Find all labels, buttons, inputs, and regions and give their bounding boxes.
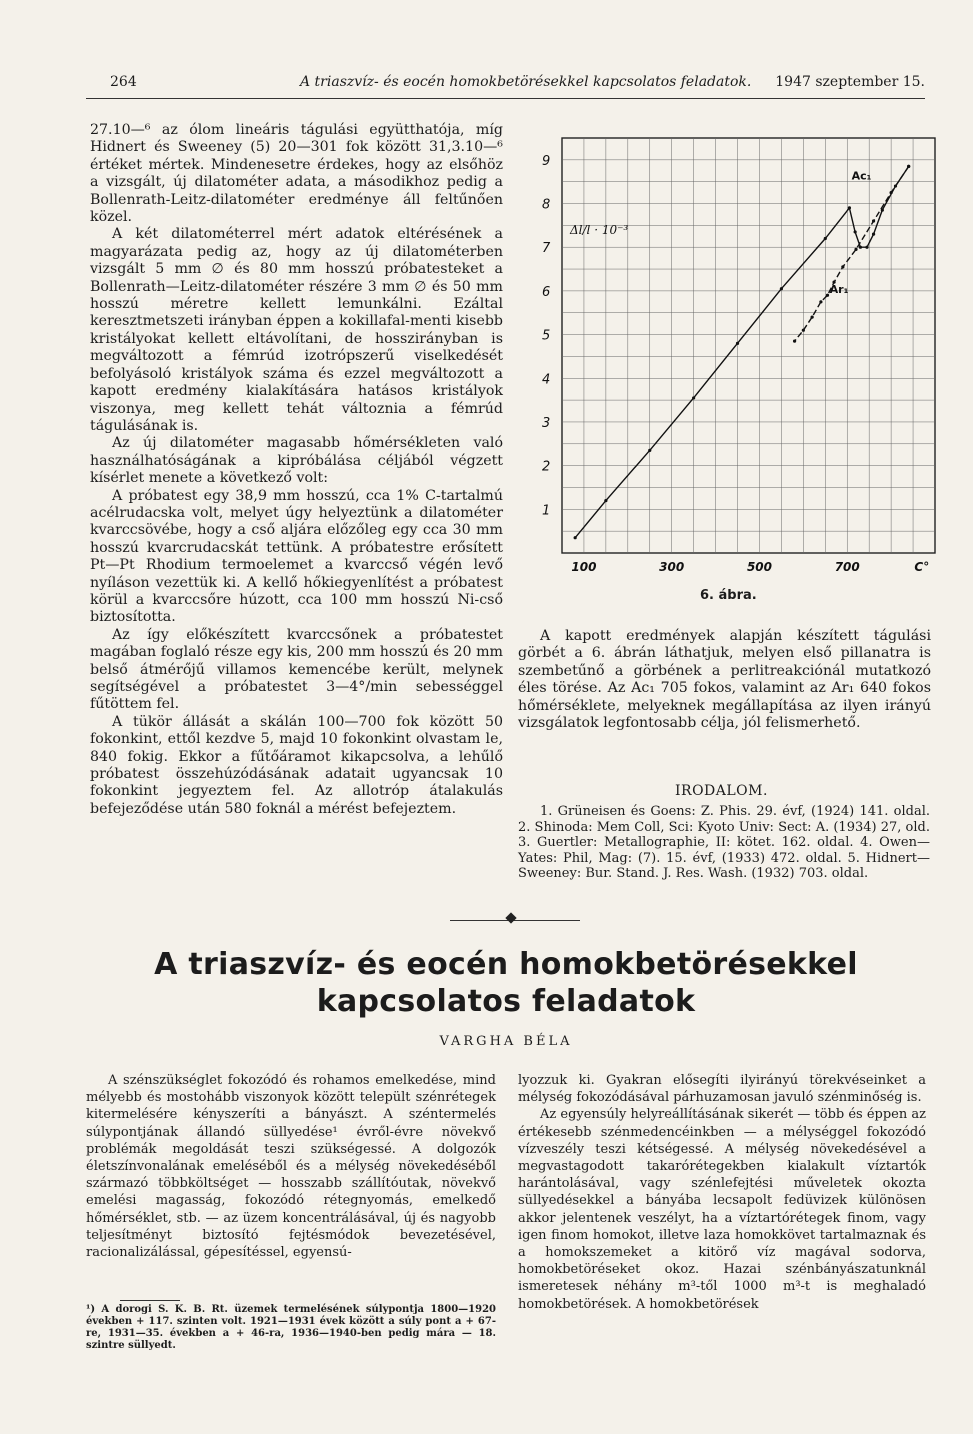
y-tick-label: 6: [542, 284, 551, 300]
article-author: VARGHA BÉLA: [439, 1034, 573, 1049]
data-point: [872, 233, 875, 236]
y-tick-label: 9: [542, 153, 551, 169]
data-point: [802, 329, 805, 332]
data-point: [859, 246, 862, 249]
y-tick-label: 1: [542, 503, 551, 519]
data-point: [841, 265, 844, 268]
data-point: [890, 191, 893, 194]
data-point: [826, 294, 829, 297]
issue-date: 1947 szeptember 15.: [775, 74, 925, 90]
x-axis-label: C°: [914, 560, 930, 574]
running-title: A triaszvíz- és eocén homokbetörésekkel kapcsolatos feladatok.: [300, 74, 752, 90]
data-point: [780, 287, 783, 290]
section-divider: [450, 920, 580, 921]
data-point: [736, 342, 739, 345]
paragraph: A tükör állását a skálán 100—700 fok között 50 fokonkint, ettől kezdve 5, majd 10 fokonkint olvastam le, 840 fokig. Ekkor a fűtőáramot kikapcsolva, a lehűlő próbatest összehúzódásának adatait ugyancsak 10 fokonkint jegyeztem fel. Az allotróp átalakulás befejeződése után 580 foknál a mérést befejeztem.: [90, 713, 503, 817]
footnote-rule: [120, 1300, 180, 1301]
footnote: [86, 1304, 496, 1352]
plot-frame: [562, 138, 935, 553]
annotation-ac1: Ac₁: [851, 169, 872, 183]
footnote-text: ¹) A dorogi S. K. B. Rt. üzemek termelésének súlypontja 1800—1920 években + 117. szinten volt. 1921—1931 évek között a súly pont a + 67-re, 1931—35. években a + 46-ra, 1936—1940-ben pedig mára — 18. szintre süllyedt.: [86, 1304, 496, 1351]
page-header: [110, 74, 925, 98]
data-point: [865, 246, 868, 249]
x-tick-label: 500: [746, 560, 773, 574]
data-point: [574, 536, 577, 539]
paragraph: A kapott eredmények alapján készített tágulási görbét a 6. ábrán láthatjuk, melyen első pillanatra is szembetűnő a görbének a perlitreakciónál mutatkozó éles törése. Az Ac₁ 705 fokos, valamint az Ar₁ 640 fokos hőmérséklete, melyeknek megállapítása az ilyen irányú vizsgálatok legfontosabb célja, jól felismerhető.: [518, 628, 931, 732]
y-tick-label: 8: [542, 197, 551, 213]
heating-curve: [575, 166, 909, 537]
article-left-column: [86, 1072, 496, 1261]
divider-ornament: [505, 912, 516, 923]
data-point: [604, 499, 607, 502]
data-point: [824, 237, 827, 240]
data-point: [854, 248, 857, 251]
data-point: [793, 340, 796, 343]
x-tick-label: 300: [659, 560, 685, 574]
page-number: 264: [110, 74, 137, 90]
annotation-ar1: Ar₁: [829, 283, 849, 297]
references-text: 1. Grüneisen és Goens: Z. Phis. 29. évf, (1924) 141. oldal. 2. Shinoda: Mem Coll, Sci: Kyoto Univ: Sect: A. (1934) 27, old. 3. Guertler: Metallographie, II: kötet. 162. oldal. 4. Owen—Yates: Phil, Mag: (7). 15. évf, (1933) 472. oldal. 5. Hidnert—Sweeney: Bur. Stand. J. Res. Wash. (1932) 703. oldal.: [518, 804, 930, 881]
data-point: [648, 449, 651, 452]
data-point: [692, 396, 695, 399]
paragraph: A próbatest egy 38,9 mm hosszú, cca 1% C-tartalmú acélrudacska volt, melyet úgy helyeztünk a dilatométer kvarccsövébe, hogy a cső aljára előzőleg egy cca 30 mm hosszú kvarcrudacskát tettünk. A próbatestre erősített Pt—Pt Rhodium termoelemet a kvarccső végén levő nyíláson vezettük ki. A kellő hőkiegyenlítést a próbatest körül a kvarccsőre húzott, cca 100 mm hosszú Ni-cső biztosította.: [90, 487, 503, 626]
y-axis-label: Δl/l · 10⁻³: [570, 223, 629, 238]
paragraph: Az így előkészített kvarccsőnek a próbatestet magában foglaló része egy kis, 200 mm hosszú és 20 mm belső átmérőjű villamos kemencébe került, melynek segítségével a próbatestet 3—4°/min sebességgel fűtöttem fel.: [90, 626, 503, 713]
header-rule: [86, 98, 925, 99]
data-point: [872, 219, 875, 222]
left-column-text: [90, 122, 503, 818]
paragraph: lyozzuk ki. Gyakran elősegíti ilyirányú törekvéseinket a mélység fokozódásával párhuzamosan javuló szénminőség is.: [518, 1073, 926, 1106]
article-title-line: A triaszvíz- és eocén homokbetörésekkel: [154, 947, 858, 982]
paragraph: A szénszükséglet fokozódó és rohamos emelkedése, mind mélyebb és mostohább viszonyok között települt szénrétegek kitermelésére kényszeríti a bányászt. A széntermelés súlypontjának állandó süllyedése¹ évről-évre növekvő problémák megoldását teszi szükségessé. A dolgozók életszínvonalának emeléséből és a mélység növekedéséből származó többköltséget — hosszabb szállítóutak, növekvő emelési magasság, fokozódó rétegnyomás, emelkedő hőmérséklet, stb. — az üzem koncentrálásával, új és nagyobb teljesítményt biztosító fejtésmódok bevezetésével, racionalizálással, gépesítéssel, egyensú-: [86, 1073, 496, 1261]
y-tick-label: 5: [542, 328, 551, 344]
data-point: [848, 206, 851, 209]
references-list: [518, 804, 930, 882]
data-point: [907, 165, 910, 168]
references-heading: IRODALOM.: [675, 783, 768, 799]
x-tick-label: 100: [571, 560, 597, 574]
figure-caption: 6. ábra.: [700, 588, 757, 603]
y-tick-label: 7: [542, 241, 551, 257]
y-tick-label: 4: [542, 372, 551, 388]
article-title-line: kapcsolatos feladatok: [316, 984, 696, 1019]
article-title: [86, 946, 926, 1020]
paragraph: 27.10—⁶ az ólom lineáris tágulási együtthatója, míg Hidnert és Sweeney (5) 20—301 fok között 31,3.10—⁶ értéket mértek. Mindenesetre érdekes, hogy az elsőhöz a vizsgált, új dilatométer adata, a másodikhoz pedig a Bollenrath-Leitz-dilatométer eredménye áll feltűnően közel.: [90, 122, 503, 226]
y-tick-label: 3: [542, 415, 551, 431]
paragraph: Az új dilatométer magasabb hőmérsékleten való használhatóságának a kipróbálása céljából végzett kísérlet menete a következő volt:: [90, 435, 503, 487]
paragraph: Az egyensúly helyreállításának sikerét — több és éppen az értékesebb szénmedencéinkben — a mélységgel fokozódó vízveszély teszi kétségessé. A mélység növekedésével a megvastagodott takarórétegekben kialakult víztartók harántolásával, vagy szénlefejtési műveletek okozta süllyedésekkel a bányába lecsapolt fedüvizek különösen akkor jelentenek veszélyt, ha a víztartórétegek finom, vagy igen finom homokot, illetve laza homokkövet tartalmaznak és a homokszemeket a kitörő víz magával sodorva, homokbetöréseket okoz. Hazai szénbányászatunknál ismeretesek néhány m³-től 1000 m³-t is meghaladó homokbetörések. A homokbetörések: [518, 1107, 926, 1312]
right-column-text: [518, 628, 931, 732]
data-point: [811, 316, 814, 319]
article-right-column: [518, 1072, 926, 1313]
dilatometer-chart: [517, 128, 940, 605]
y-tick-label: 2: [542, 459, 551, 475]
data-point: [854, 230, 857, 233]
x-tick-label: 700: [834, 560, 860, 574]
paragraph: A két dilatométerrel mért adatok eltérésének a magyarázata pedig az, hogy az új dilatométerben vizsgált 5 mm ∅ és 80 mm hosszú próbatesteket a Bollenrath—Leitz-dilatométer részére 3 mm ∅ és 50 mm hosszú méretre kellett lemunkálni. Ezáltal keresztmetszeti irányban éppen a kokillafal-menti kisebb kristályokat kellett eltávolítani, de hosszirányban is megváltozott a fémrúd izotrópszerű viselkedését befolyásoló kristályok száma és ezzel megváltozott a kapott eredmény kialakítására hatásos kristályok viszonya, meg kellett tehát változnia a fémrúd tágulásának is.: [90, 226, 503, 434]
data-point: [819, 300, 822, 303]
